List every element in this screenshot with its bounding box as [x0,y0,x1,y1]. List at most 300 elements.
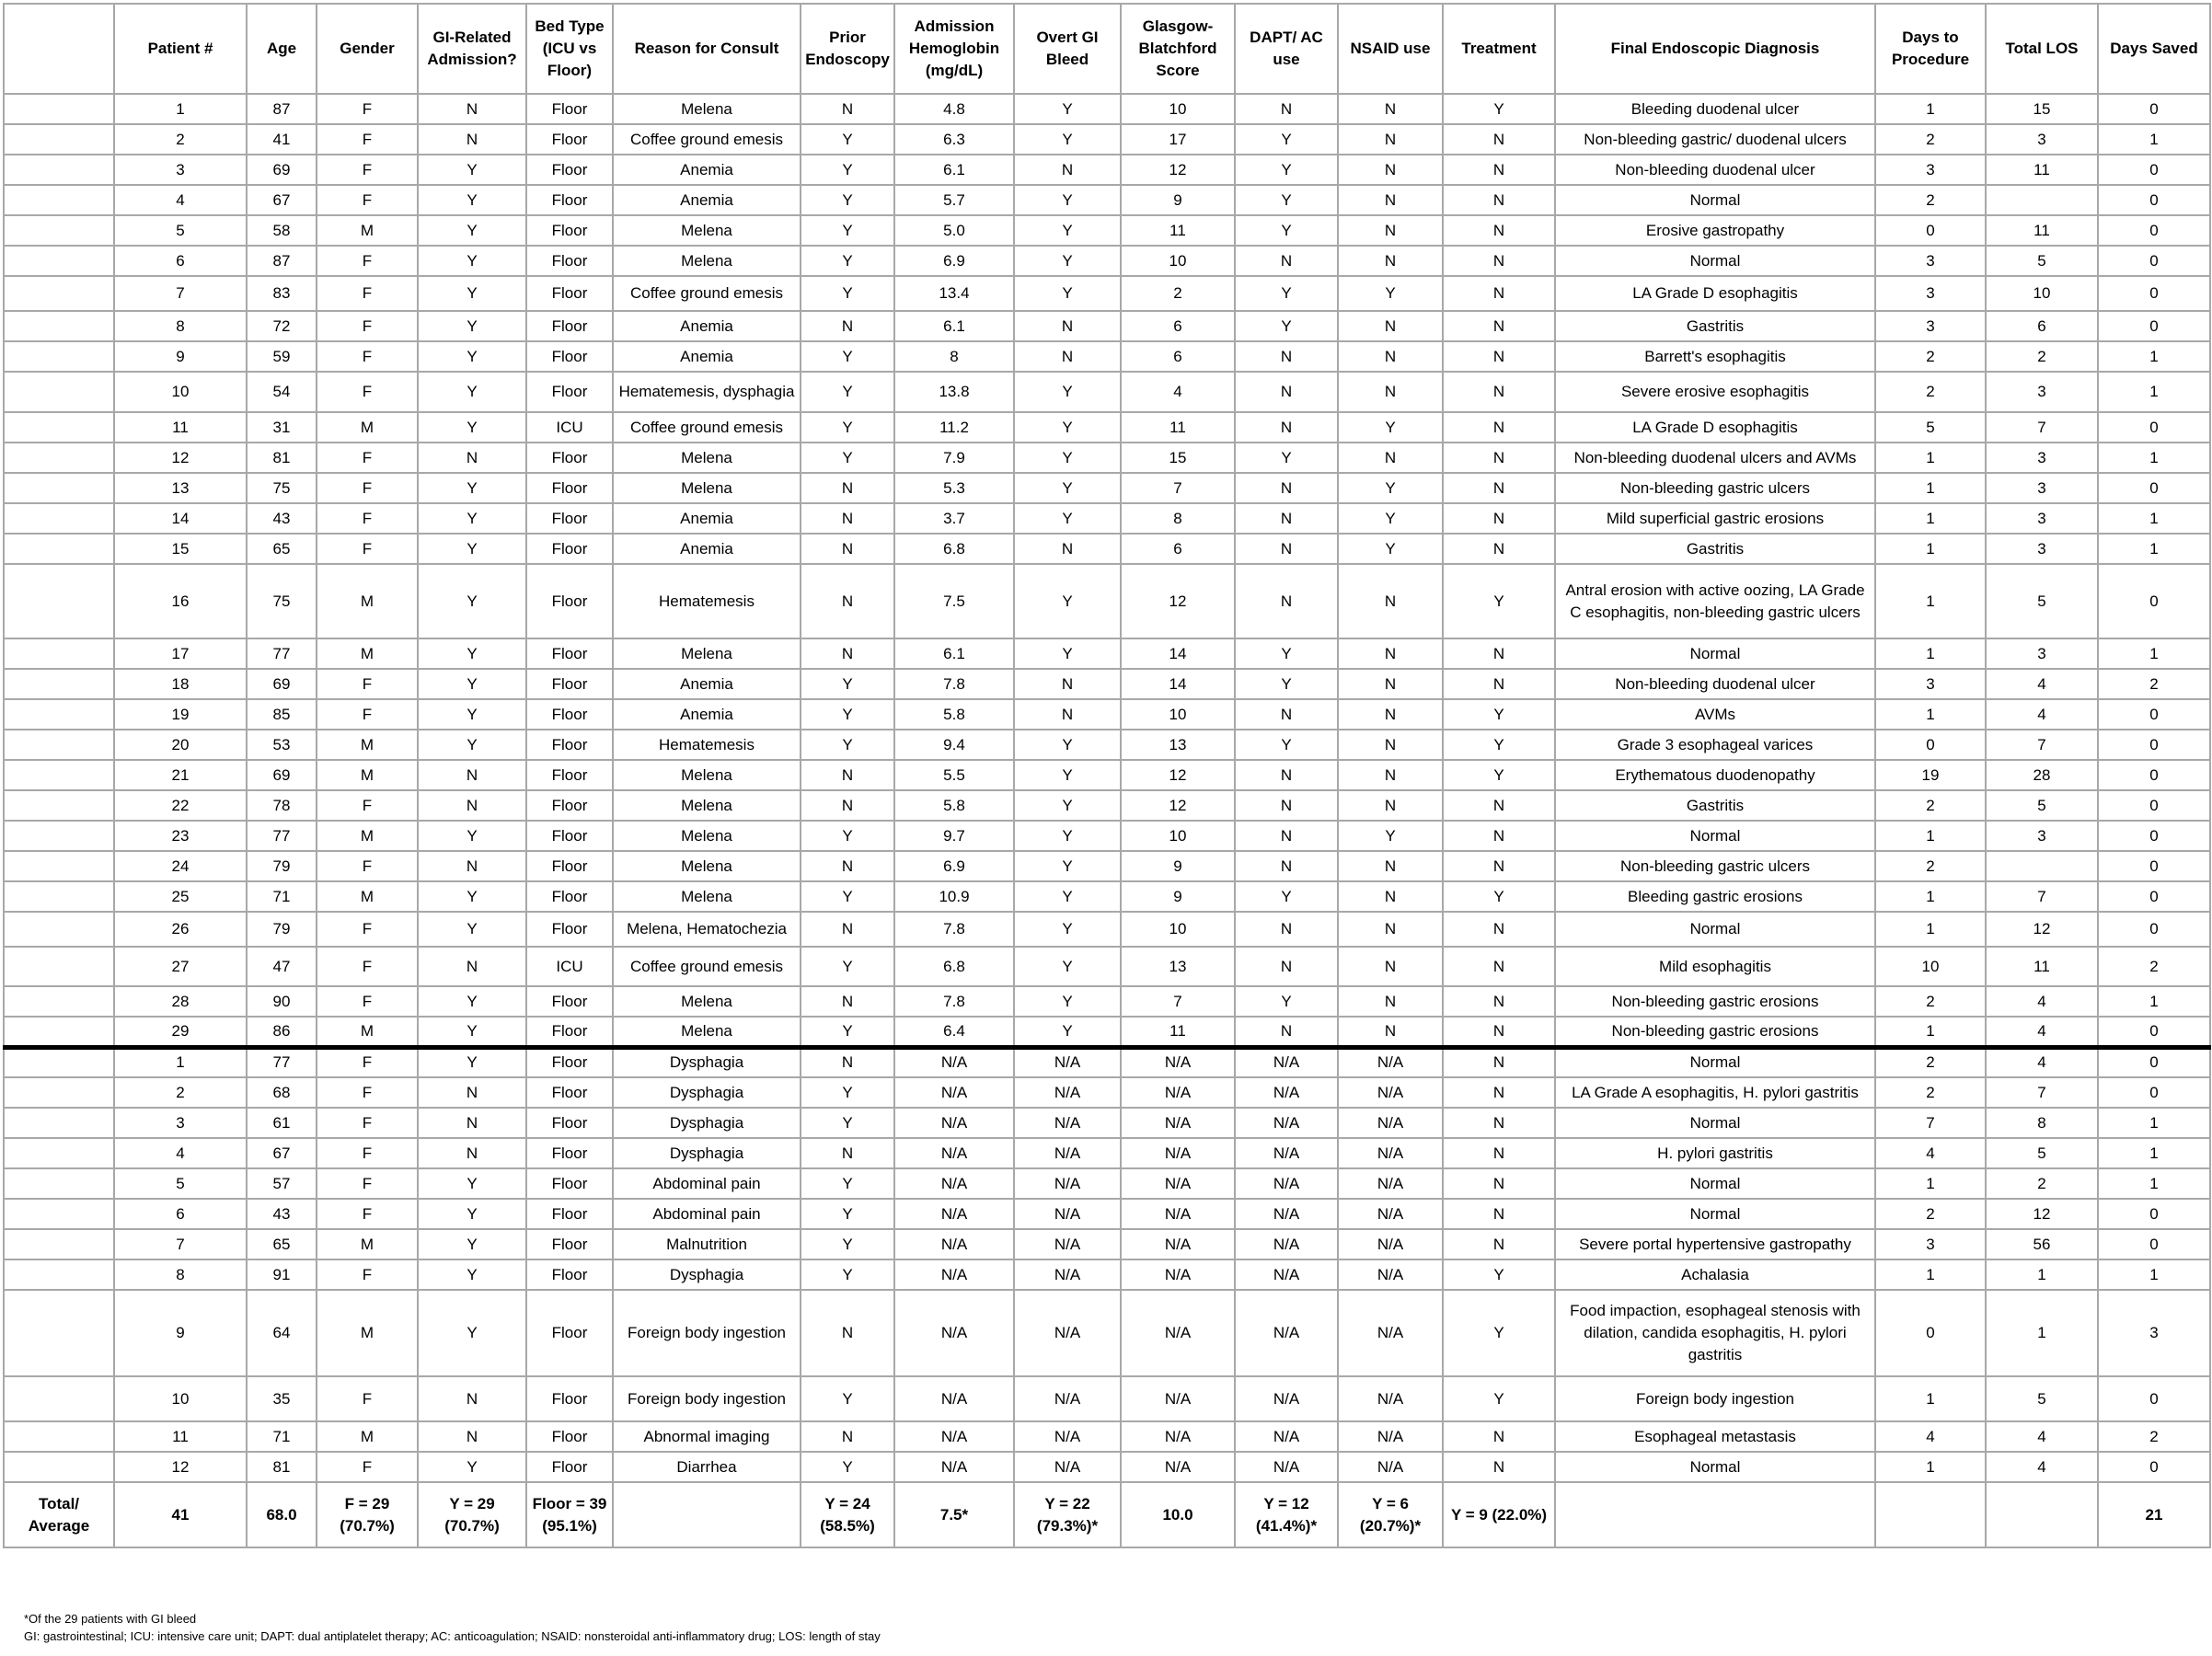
table-cell: 3 [1986,473,2098,503]
table-cell: Y [1443,94,1555,124]
table-cell: N [418,851,526,881]
table-cell: N [1443,1017,1555,1047]
table-cell: 13 [1121,947,1235,986]
table-cell: Y [1338,534,1443,564]
table-cell: Normal [1555,185,1875,215]
table-cell: N [1443,1452,1555,1482]
table-cell: N/A [894,1168,1014,1199]
table-cell: Dysphagia [613,1077,801,1108]
table-cell: 7 [1986,730,2098,760]
table-cell: 0 [2098,912,2210,947]
table-cell: N [1235,94,1338,124]
header-cell: Total LOS [1986,4,2098,94]
table-cell: 2 [1875,1077,1986,1108]
totals-cell: Y = 29 (70.7%) [418,1482,526,1547]
table-cell: Floor [526,986,613,1017]
table-cell: N [1443,185,1555,215]
table-cell: 6.9 [894,851,1014,881]
patient-table-container [3,3,2211,1548]
table-cell: N/A [1121,1376,1235,1421]
table-cell: N [801,790,894,821]
table-cell: Foreign body ingestion [613,1290,801,1376]
table-cell: Grade 3 esophageal varices [1555,730,1875,760]
row-label-cell [4,503,114,534]
table-cell: 3 [1986,443,2098,473]
table-row [4,638,2210,669]
table-cell: Y [801,947,894,986]
table-cell: N [418,790,526,821]
table-cell: Floor [526,1376,613,1421]
table-cell: Anemia [613,669,801,699]
table-cell: 78 [247,790,317,821]
table-row [4,564,2210,638]
table-cell: 5.7 [894,185,1014,215]
row-label-cell [4,94,114,124]
table-cell: 0 [1875,1290,1986,1376]
table-cell: Y [418,986,526,1017]
table-cell: 2 [1986,341,2098,372]
table-cell: 65 [247,1229,317,1259]
table-cell: M [317,1229,418,1259]
table-cell: 7 [1986,1077,2098,1108]
table-cell: N [1338,443,1443,473]
table-cell: N [1443,638,1555,669]
table-cell: 4 [1875,1138,1986,1168]
table-cell: Floor [526,246,613,276]
table-cell: 6 [114,1199,247,1229]
table-cell: Non-bleeding duodenal ulcer [1555,669,1875,699]
table-cell: 4 [1986,1017,2098,1047]
table-cell: Y [801,1017,894,1047]
table-cell: Melena [613,638,801,669]
table-row [4,881,2210,912]
table-cell: N/A [1235,1077,1338,1108]
table-cell: 4 [114,1138,247,1168]
table-cell: N [418,1376,526,1421]
table-cell: N [1014,341,1121,372]
table-cell: N [1443,1421,1555,1452]
table-cell: Floor [526,341,613,372]
table-cell: 5.3 [894,473,1014,503]
table-cell: Floor [526,311,613,341]
table-cell: 13 [114,473,247,503]
table-cell: N [801,94,894,124]
table-cell: N [1443,372,1555,412]
table-cell: N [801,1138,894,1168]
table-row [4,669,2210,699]
table-cell: 4 [114,185,247,215]
table-cell: N [1338,94,1443,124]
table-cell: Floor [526,94,613,124]
totals-row [4,1482,2210,1547]
table-row [4,1108,2210,1138]
table-cell: Floor [526,730,613,760]
header-cell: Age [247,4,317,94]
table-cell: Abdominal pain [613,1168,801,1199]
table-cell: Floor [526,881,613,912]
table-cell: 10 [1986,276,2098,311]
table-cell: 13.8 [894,372,1014,412]
table-cell: Floor [526,851,613,881]
table-cell: Floor [526,1199,613,1229]
table-cell: Y [1014,94,1121,124]
totals-cell: Y = 22 (79.3%)* [1014,1482,1121,1547]
table-cell: Y [418,1047,526,1077]
row-label-cell [4,124,114,155]
table-cell: 10 [1121,246,1235,276]
table-cell: Y [1014,947,1121,986]
table-cell: N [1443,790,1555,821]
table-cell: N/A [1338,1452,1443,1482]
table-cell: 1 [114,1047,247,1077]
table-cell: 0 [2098,790,2210,821]
table-row [4,1017,2210,1047]
table-cell: N/A [1121,1047,1235,1077]
table-cell: Non-bleeding duodenal ulcers and AVMs [1555,443,1875,473]
table-cell: N/A [1338,1229,1443,1259]
table-cell: 79 [247,851,317,881]
row-label-cell [4,215,114,246]
table-cell: N/A [1014,1259,1121,1290]
table-cell: 1 [2098,341,2210,372]
table-cell: Y [801,881,894,912]
table-cell: N [1443,1168,1555,1199]
table-cell: Y [1014,503,1121,534]
table-cell: Y [801,124,894,155]
table-cell: 1 [2098,1259,2210,1290]
table-cell: 54 [247,372,317,412]
table-cell: N [1338,155,1443,185]
table-cell: N/A [894,1290,1014,1376]
table-cell: 67 [247,185,317,215]
table-cell: Y [1014,638,1121,669]
table-cell: 1 [1875,821,1986,851]
row-label-cell [4,473,114,503]
table-cell: 3 [1875,669,1986,699]
table-cell: Y [1235,185,1338,215]
table-cell: Non-bleeding gastric erosions [1555,986,1875,1017]
table-cell: Y [1443,1376,1555,1421]
table-cell: Y [801,246,894,276]
table-cell: Y [1014,276,1121,311]
table-cell: 12 [114,1452,247,1482]
table-cell: Y [801,1229,894,1259]
header-row [4,4,2210,94]
table-cell: 3.7 [894,503,1014,534]
table-cell: 2 [1875,372,1986,412]
row-label-cell [4,1199,114,1229]
row-label-cell [4,1290,114,1376]
table-cell: Hematemesis [613,730,801,760]
table-cell: N/A [1338,1376,1443,1421]
table-cell: Melena [613,443,801,473]
table-cell: Y [1235,443,1338,473]
table-cell: 83 [247,276,317,311]
table-cell: Melena [613,473,801,503]
table-cell: N/A [1235,1199,1338,1229]
table-cell: 15 [114,534,247,564]
table-cell: 87 [247,246,317,276]
table-cell: 68 [247,1077,317,1108]
table-cell: Floor [526,1017,613,1047]
table-cell: Y [418,699,526,730]
table-cell: 7.8 [894,912,1014,947]
row-label-cell [4,1077,114,1108]
table-cell: 16 [114,564,247,638]
table-cell: F [317,534,418,564]
table-row [4,1168,2210,1199]
table-cell: 71 [247,881,317,912]
table-cell: N/A [894,1421,1014,1452]
table-cell: ICU [526,947,613,986]
table-cell: 1 [1875,1452,1986,1482]
table-cell: Severe erosive esophagitis [1555,372,1875,412]
table-cell: 2 [1875,986,1986,1017]
table-cell: 0 [2098,473,2210,503]
table-cell: N [1443,1077,1555,1108]
table-cell: Melena [613,215,801,246]
table-cell: 1 [1875,443,1986,473]
totals-cell [1555,1482,1875,1547]
table-cell: Y [1014,730,1121,760]
table-cell: 14 [1121,638,1235,669]
table-cell: M [317,638,418,669]
totals-cell: 68.0 [247,1482,317,1547]
table-cell: N [418,1138,526,1168]
row-label-cell [4,443,114,473]
row-label-cell [4,1168,114,1199]
totals-cell [613,1482,801,1547]
table-cell: 5 [1986,564,2098,638]
table-cell: M [317,1290,418,1376]
table-cell: 5 [1986,1376,2098,1421]
table-cell: 43 [247,503,317,534]
header-cell [4,4,114,94]
table-cell: 2 [114,124,247,155]
table-cell: 28 [114,986,247,1017]
table-cell: Y [1235,215,1338,246]
table-cell: Floor [526,534,613,564]
table-cell: Normal [1555,821,1875,851]
table-cell: 4 [1986,1047,2098,1077]
table-cell: 0 [2098,821,2210,851]
table-cell: Y [801,276,894,311]
table-cell: N [1338,699,1443,730]
table-cell: N/A [1338,1290,1443,1376]
table-cell: N [1443,155,1555,185]
table-cell: N [1443,912,1555,947]
table-cell: Y [1014,185,1121,215]
row-label-cell [4,760,114,790]
table-cell: 0 [2098,730,2210,760]
table-row [4,443,2210,473]
table-cell: LA Grade D esophagitis [1555,276,1875,311]
table-cell: N [1338,730,1443,760]
table-cell: Non-bleeding gastric ulcers [1555,473,1875,503]
table-cell: Y [418,1452,526,1482]
table-cell: N [1235,699,1338,730]
table-cell: N/A [1338,1168,1443,1199]
table-cell: N/A [1014,1376,1121,1421]
table-cell: Y [418,1259,526,1290]
table-cell: 22 [114,790,247,821]
table-cell: 8 [1121,503,1235,534]
table-cell: N [418,760,526,790]
table-cell: 57 [247,1168,317,1199]
table-cell: 72 [247,311,317,341]
table-cell: N [418,124,526,155]
table-cell: 5 [1986,246,2098,276]
table-cell: N [1235,947,1338,986]
totals-cell: Floor = 39 (95.1%) [526,1482,613,1547]
table-cell: Y [1443,730,1555,760]
table-cell: 90 [247,986,317,1017]
table-cell: 43 [247,1199,317,1229]
table-cell: Y [1014,881,1121,912]
table-cell: 1 [2098,1108,2210,1138]
row-label-cell [4,669,114,699]
table-cell: Melena [613,851,801,881]
table-cell: 81 [247,1452,317,1482]
table-cell: 7 [1986,881,2098,912]
table-cell: Gastritis [1555,790,1875,821]
table-cell: F [317,155,418,185]
table-cell: Anemia [613,185,801,215]
table-cell: Floor [526,215,613,246]
row-label-cell [4,341,114,372]
table-cell: Y [1338,473,1443,503]
table-cell: 3 [1875,1229,1986,1259]
table-cell: N/A [1121,1108,1235,1138]
table-cell: N [1443,669,1555,699]
table-cell: N [1443,1229,1555,1259]
table-cell: 6 [1121,341,1235,372]
table-cell: 8 [114,311,247,341]
table-row [4,1421,2210,1452]
table-cell: N/A [1121,1421,1235,1452]
table-cell: 58 [247,215,317,246]
table-cell: N/A [1014,1199,1121,1229]
table-cell: 11 [1121,215,1235,246]
table-cell: F [317,473,418,503]
totals-cell: Y = 24 (58.5%) [801,1482,894,1547]
table-cell: Y [801,155,894,185]
table-row [4,94,2210,124]
table-cell: 11 [114,412,247,443]
table-cell: Bleeding gastric erosions [1555,881,1875,912]
table-cell: N [1338,912,1443,947]
table-cell: Y [418,311,526,341]
table-row [4,1047,2210,1077]
table-cell: N/A [1235,1047,1338,1077]
table-cell: 12 [1986,1199,2098,1229]
table-cell: Y [1443,760,1555,790]
table-cell: N/A [1235,1376,1338,1421]
table-cell: N [1443,851,1555,881]
table-cell: M [317,215,418,246]
table-cell: 1 [2098,503,2210,534]
table-cell: Mild superficial gastric erosions [1555,503,1875,534]
table-cell: 9 [1121,851,1235,881]
table-cell: Y [1014,473,1121,503]
table-cell: 24 [114,851,247,881]
table-cell: N/A [1014,1047,1121,1077]
table-cell: 91 [247,1259,317,1290]
table-cell: Y [801,443,894,473]
table-cell: Non-bleeding duodenal ulcer [1555,155,1875,185]
table-cell: 85 [247,699,317,730]
table-cell: 81 [247,443,317,473]
table-cell: N [1443,246,1555,276]
table-cell: Y [801,412,894,443]
table-cell: M [317,412,418,443]
table-cell: 28 [1986,760,2098,790]
table-cell: 10 [1121,699,1235,730]
table-row [4,534,2210,564]
table-cell: Floor [526,124,613,155]
table-cell: N [1443,443,1555,473]
table-row [4,246,2210,276]
table-cell: Erythematous duodenopathy [1555,760,1875,790]
table-cell: 5 [1986,1138,2098,1168]
table-cell: 9 [1121,881,1235,912]
table-cell: F [317,311,418,341]
table-cell: 3 [2098,1290,2210,1376]
table-cell: N/A [1338,1259,1443,1290]
header-cell: Gender [317,4,418,94]
table-cell: 1 [2098,372,2210,412]
row-label-cell [4,1138,114,1168]
table-cell: 0 [2098,881,2210,912]
table-cell: N [801,473,894,503]
table-cell: 5 [114,215,247,246]
table-cell: 1 [1875,1376,1986,1421]
table-row [4,1229,2210,1259]
table-cell: 10 [1121,912,1235,947]
table-cell: 19 [114,699,247,730]
totals-cell: 7.5* [894,1482,1014,1547]
table-cell: Floor [526,372,613,412]
table-cell: N [1014,311,1121,341]
table-cell: N [418,443,526,473]
row-label-cell [4,246,114,276]
table-cell: 9.7 [894,821,1014,851]
table-cell: 17 [1121,124,1235,155]
table-cell: 61 [247,1108,317,1138]
table-cell: 8 [114,1259,247,1290]
table-cell: N/A [1121,1199,1235,1229]
row-label-cell [4,881,114,912]
table-cell: Y [1014,443,1121,473]
table-cell: 1 [2098,986,2210,1017]
table-cell: Y [418,276,526,311]
table-cell: Anemia [613,503,801,534]
table-cell: N/A [1235,1290,1338,1376]
table-cell: 7 [1875,1108,1986,1138]
table-cell: N [1443,1047,1555,1077]
table-cell: Floor [526,473,613,503]
row-label-cell [4,1108,114,1138]
table-cell: N [1235,1017,1338,1047]
table-cell: N [1338,1017,1443,1047]
table-cell: N [1235,851,1338,881]
header-cell: Admission Hemoglobin (mg/dL) [894,4,1014,94]
table-cell: N [1235,341,1338,372]
table-cell: Melena, Hematochezia [613,912,801,947]
table-cell: N/A [894,1452,1014,1482]
header-cell: Final Endoscopic Diagnosis [1555,4,1875,94]
table-cell: 1 [2098,1168,2210,1199]
